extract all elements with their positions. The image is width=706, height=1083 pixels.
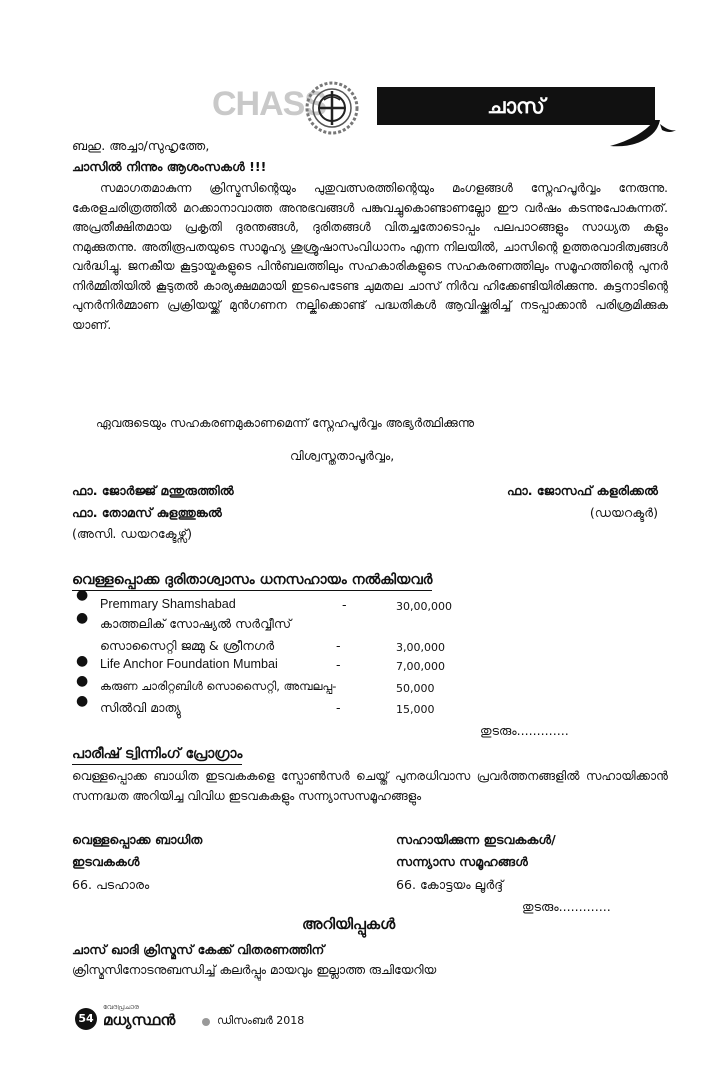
- donor-amount: 3,00,000: [396, 641, 445, 654]
- bullet-icon: ●: [76, 653, 89, 669]
- issue-date: ഡിസംബർ 2018: [217, 1014, 305, 1027]
- bullet-icon: ●: [76, 610, 89, 626]
- bullet-icon: ●: [76, 693, 89, 709]
- donor-name: കാത്തലിക് സോഷ്യൽ സർവ്വീസ്: [100, 616, 292, 631]
- donor-name: Premmary Shamshabad: [100, 597, 236, 611]
- chass-wordmark: CHASS: [212, 85, 327, 123]
- magazine-name: മധ്യസ്ഥൻ: [103, 1011, 176, 1029]
- twinning-line: വെള്ളപ്പൊക്ക ബാധിത ഇടവകകളെ സ്പോൺസർ ചെയ്ത് പുനരധിവാസ: [72, 769, 471, 783]
- donations-heading: വെള്ളപ്പൊക്ക ദുരിതാശ്വാസം ധനസഹായം നൽകിയവർ: [72, 570, 432, 591]
- signatory-2: ഫാ. തോമസ് കുളത്തുങ്കൽ: [72, 505, 222, 520]
- notices-heading: അറിയിപ്പുകൾ: [302, 915, 396, 933]
- request-line: ഏവരുടെയും സഹകരണമുകാണമെന്ന് സ്നേഹപൂർവ്വം അഭ്യർത്ഥിക്കുന്നു: [96, 416, 475, 430]
- donor-name: കരുണ ചാരിറ്റബിൾ സൊസൈറ്റി, അമ്പലപ്പ-: [100, 679, 337, 693]
- letter-line: യാണ്.: [72, 317, 112, 332]
- page-number: 54: [75, 1008, 97, 1030]
- notices-line: ക്രിസ്മസിനോടനുബന്ധിച്ച് കലർപ്പും മായവും ഇല്ലാത്ത രുചിയേറിയ: [72, 963, 437, 977]
- twinning-line: സന്ന്യാസസമൂഹങ്ങളും: [298, 788, 422, 803]
- letter-line: പങ്കുവച്ചുകൊണ്ടാണല്ലോ ഈ വർഷം കടന്നുപോകുന്നത്. അപ്രതീക്ഷിതമായ: [72, 200, 668, 234]
- letter-line: നല്കിക്കൊണ്ട് പദ്ധതികൾ ആവിഷ്ക്കരിച്ച് നടപ്പാക്കാൻ പരിശ്രമിക്കുക: [295, 298, 668, 312]
- donor-dash: -: [336, 700, 341, 715]
- letter-line: പ്രകൃതി ദുരന്തങ്ങൾ, ദുരിതങ്ങൾ വിതച്ചതോടൊപ്പം പലപാഠങ്ങളും സാധ്യത: [184, 220, 630, 234]
- bullet-icon: ●: [76, 673, 89, 689]
- signatory-role-left: (അസി. ഡയറക്ടേഴ്സ്): [72, 526, 193, 541]
- bullet-icon: ●: [76, 587, 89, 603]
- col-left-header: വെള്ളപ്പൊക്ക ബാധിത: [72, 832, 203, 847]
- donor-name: Life Anchor Foundation Mumbai: [100, 657, 278, 671]
- letter-line: പിൻബലത്തിലും സഹകാരികളുടെ സഹകരണത്തിലും സമൂഹത്തിന്റെ പുനർ: [256, 259, 668, 273]
- letter-line: ഹിക്കേണ്ടിയിരിക്കുന്നു. കുട്ടനാടിന്റെ പുനർനിർമ്മാണ പ്രക്രിയയ്ക്ക് മുൻഗണന: [72, 278, 668, 312]
- donor-dash: -: [336, 657, 341, 672]
- magazine-tagline: വേദപ്രചാര: [103, 1003, 139, 1011]
- col-left-header-2: ഇടവകകൾ: [72, 854, 140, 869]
- twinning-line: പ്രവർത്തനങ്ങളിൽ സഹായിക്കാൻ സന്നദ്ധത അറിയിച്ച വിവിധ ഇടവകകളും: [72, 769, 668, 803]
- col-right-header: സഹായിക്കുന്ന ഇടവകകൾ/: [396, 832, 556, 847]
- col-right-header-2: സന്ന്യാസ സമൂഹങ്ങൾ: [396, 854, 528, 869]
- twinning-body: [72, 767, 668, 806]
- donor-amount: 50,000: [396, 682, 435, 695]
- donor-amount: 15,000: [396, 703, 435, 716]
- donor-dash: -: [336, 638, 341, 653]
- chass-logo-icon: [304, 80, 360, 136]
- signatory-role-right: (ഡയറക്ടർ): [589, 505, 658, 520]
- helping-parish: 66. കോട്ടയം ലൂർദ്ദ്: [396, 877, 504, 892]
- donor-amount: 30,00,000: [396, 600, 452, 613]
- continued-note: തുടരും.............: [480, 723, 569, 738]
- closing: വിശ്വസ്തതാപൂർവ്വം,: [290, 448, 395, 463]
- twinning-heading: പാരീഷ് ട്വിന്നിംഗ് പ്രോഗ്രാം: [72, 744, 242, 765]
- donor-name-cont: സൊസൈറ്റി ജമ്മു & ശ്രീനഗർ: [100, 638, 275, 653]
- signatory-1: ഫാ. ജോർജ്ജ് മന്തുരുത്തിൽ: [72, 483, 234, 498]
- letter-line: നിലയിൽ, ചാസിന്റെ ഉത്തരവാദിത്വങ്ങൾ വർദ്ധിച്ചു. ജനകീയ കൂട്ടായ്മകളുടെ: [72, 239, 668, 273]
- donor-amount: 7,00,000: [396, 660, 445, 673]
- letter-line: സ്നേഹപൂർവ്വം നേരുന്നു. കേരളചരിത്രത്തിൽ മറക്കാനാവാത്ത അനുഭവങ്ങൾ: [72, 181, 668, 215]
- salutation: ബഹു. അച്ചാ/സുഹൃത്തേ,: [72, 138, 210, 153]
- letter-line: കളും നമുക്കുതന്നു. അതിരൂപതയുടെ സാമൂഹ്യ ശുശ്രൂഷാസംവിധാനം എന്ന: [72, 220, 668, 254]
- greeting: ചാസിൽ നിന്നും ആശംസകൾ !!!: [72, 159, 267, 174]
- notices-subheading: ചാസ് ഖാദി ക്രിസ്മസ് കേക്ക് വിതരണത്തിന്: [72, 942, 325, 957]
- affected-parish: 66. പടഹാരം: [72, 877, 150, 892]
- continued-note: തുടരും.............: [522, 899, 611, 914]
- donor-dash: -: [342, 597, 347, 612]
- letter-line: നിർമ്മിതിയിൽ കൂടുതൽ കാര്യക്ഷമമായി ഇടപെടേണ്ട ചുമതല ചാസ് നിർവ: [72, 278, 478, 293]
- letter-body: [72, 179, 668, 335]
- page-title: ചാസ്: [487, 94, 545, 118]
- letter-line: സമാഗതമാകുന്ന ക്രിസ്മസിന്റെയും പുതുവത്സരത്തിന്റെയും മംഗളങ്ങൾ: [100, 181, 513, 195]
- signatory-director: ഫാ. ജോസഫ് കളരിക്കൽ: [506, 483, 658, 498]
- swirl-ornament-icon: [600, 118, 680, 158]
- donor-name: സിൽവി മാത്യു: [100, 700, 181, 715]
- separator-dot-icon: [202, 1018, 210, 1026]
